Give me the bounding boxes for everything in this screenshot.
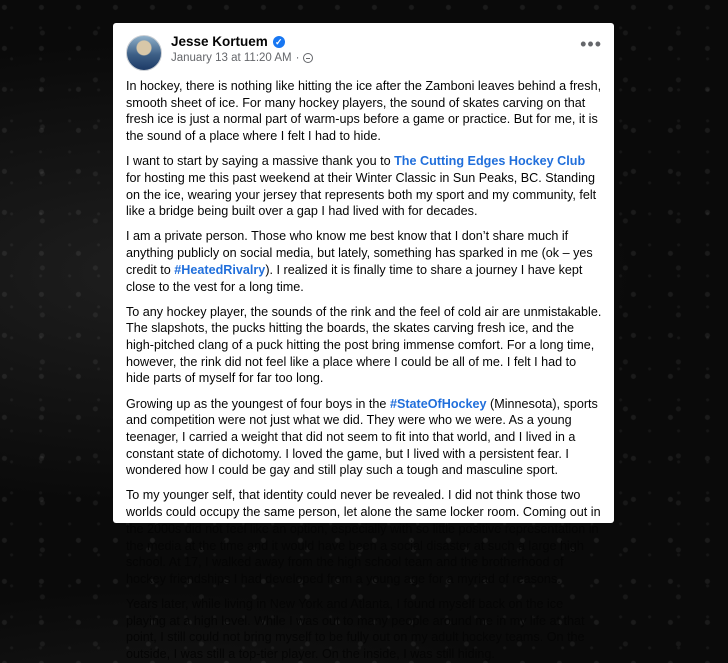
post-text: I am a private person. Those who know me best know that I don’t share much if anything publicly on social media, but lately, something has sparked in me (ok – yes credit to	[126, 229, 593, 277]
author-avatar[interactable]	[126, 35, 162, 71]
post-text: In hockey, there is nothing like hitting the ice after the Zamboni leaves behind a fresh, smooth sheet of ice. For many hockey players, the sound of skates carving on that fresh ice is just a normal part of warm-ups before a game or practice. But for me, it is the sound of a place where I felt I had to hide.	[126, 79, 602, 144]
globe-icon[interactable]	[303, 53, 313, 63]
separator-dot: ·	[295, 52, 300, 64]
post-paragraph	[126, 396, 602, 480]
post-paragraph	[126, 153, 602, 220]
name-row	[171, 34, 313, 49]
post-paragraph	[126, 78, 602, 145]
post-text: for hosting me this past weekend at their Winter Classic in Sun Peaks, BC. Standing on the ice, wearing your jersey that represents both my sport and my community, felt like a bridge being built over a gap I had lived with for decades.	[126, 170, 597, 219]
post-subline	[171, 52, 313, 64]
post-timestamp[interactable]: January 13 at 11:20 AM	[171, 52, 292, 64]
post-paragraph	[126, 487, 602, 587]
post-link[interactable]: The Cutting Edges Hockey Club	[394, 154, 586, 169]
post-paragraph	[126, 596, 602, 663]
more-options-icon[interactable]: •••	[580, 34, 602, 54]
post-text: I want to start by saying a massive thank you to	[126, 154, 395, 169]
author-meta	[171, 34, 313, 64]
post-text: ). I realized it is finally time to share a journey I have kept close to the vest for a long time.	[126, 262, 583, 294]
post-text: To any hockey player, the sounds of the rink and the feel of cold air are unmistakable. The slapshots, the pucks hitting the boards, the skates carving fresh ice, and the high-pitched clang of a puck hitting the post bring immense comfort. For a long time, however, the rink did not feel like a place where I could be all of me. I felt I had to hide parts of myself for far too long.	[126, 304, 602, 386]
post-paragraph	[126, 304, 602, 388]
facebook-post	[113, 23, 614, 662]
post-paragraph	[126, 228, 602, 295]
post-text: Years later, while living in New York and Atlanta, I found myself back on the ice playing at a high level. While I was out to many people around me in my life at that point, I still could not bring myself to be fully out on my adult hockey teams. On the outside, I was still a top-tier player. On the inside, I was still hiding.	[126, 597, 585, 662]
author-name[interactable]: Jesse Kortuem	[171, 34, 268, 49]
post-body	[126, 78, 602, 663]
post-text: To my younger self, that identity could never be revealed. I did not think those two worlds could occupy the same person, let alone the same locker room. Coming out in the 2000s did not feel like an option, especially with so little positive representation in the media at the time and it would have been a social disaster at such a large high school. At 17, I walked away from the high school team and the brotherhood of hockey friendships I had developed from a young age for a myriad of reasons.	[126, 488, 601, 586]
post-link[interactable]: #HeatedRivalry	[174, 262, 266, 277]
post-link[interactable]: #StateOfHockey	[389, 396, 487, 411]
post-text: Growing up as the youngest of four boys in the	[126, 396, 390, 411]
post-text: (Minnesota), sports and competition were not just what we did. They were who we were. As a young teenager, I carried a weight that did not seem to fit into that world, and I lived in a constant state of dichotomy. I loved the game, but I lived with a persistent fear. I wondered how I could be gay and still play such a tough and masculine sport.	[126, 396, 598, 478]
verified-badge-icon: ✓	[273, 36, 285, 48]
post-header	[126, 34, 602, 78]
